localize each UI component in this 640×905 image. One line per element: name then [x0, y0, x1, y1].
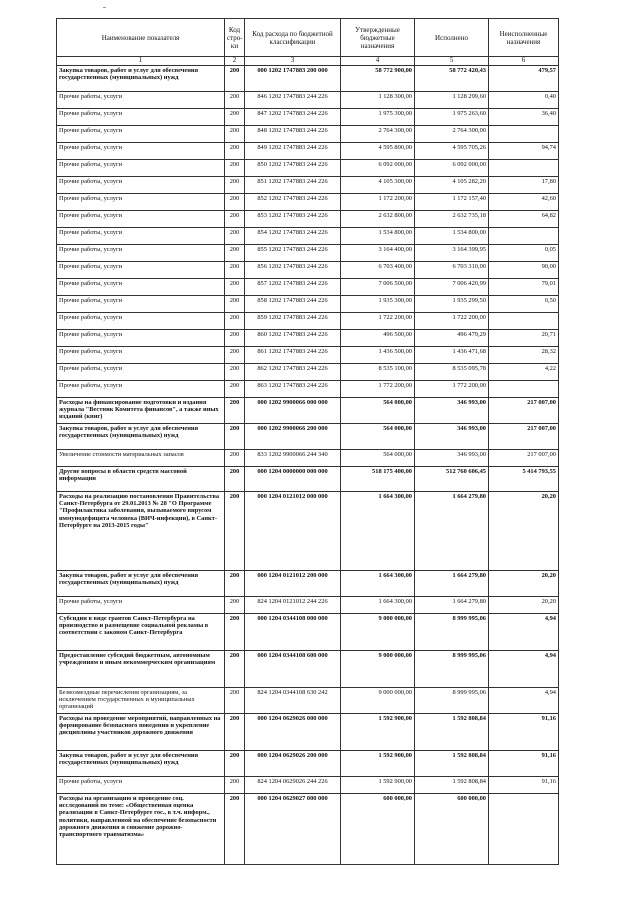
row-unexecuted-cell: 20,20 — [489, 597, 559, 614]
table-row — [57, 751, 559, 777]
row-name-cell: Расходы на проведение мероприятий, направленных на формирование безопасного поведения и укрепление дисциплины участников дорожного движения — [57, 714, 225, 751]
row-executed-cell: 1 722 200,00 — [415, 313, 489, 330]
row-name-cell: Прочие работы, услуги — [57, 296, 225, 313]
row-unexecuted-cell: 0,05 — [489, 245, 559, 262]
row-executed-cell: 1 935 299,50 — [415, 296, 489, 313]
row-approved-cell: 3 164 400,00 — [341, 245, 415, 262]
row-line-code-cell: 200 — [225, 109, 245, 126]
header-budget-code: Код расхода по бюджетной классификации — [245, 19, 341, 57]
table-row — [57, 143, 559, 160]
row-approved-cell: 518 175 400,00 — [341, 467, 415, 492]
row-executed-cell: 1 592 808,84 — [415, 714, 489, 751]
table-row — [57, 262, 559, 279]
row-budget-code-cell: 000 1202 9900066 200 000 — [245, 424, 341, 450]
row-name-cell: Прочие работы, услуги — [57, 245, 225, 262]
row-approved-cell: 1 172 200,00 — [341, 194, 415, 211]
row-line-code-cell: 200 — [225, 714, 245, 751]
row-budget-code-cell: 851 1202 1747883 244 226 — [245, 177, 341, 194]
row-line-code-cell: 200 — [225, 194, 245, 211]
row-name-cell: Прочие работы, услуги — [57, 381, 225, 398]
table-row — [57, 714, 559, 751]
row-budget-code-cell: 860 1202 1747883 244 226 — [245, 330, 341, 347]
row-name-cell: Прочие работы, услуги — [57, 347, 225, 364]
row-approved-cell: 1 664 300,00 — [341, 571, 415, 597]
table-row — [57, 66, 559, 92]
row-executed-cell: 346 993,00 — [415, 424, 489, 450]
table-row — [57, 347, 559, 364]
row-line-code-cell: 200 — [225, 651, 245, 688]
row-executed-cell: 1 772 200,00 — [415, 381, 489, 398]
row-line-code-cell: 200 — [225, 614, 245, 651]
row-unexecuted-cell — [489, 160, 559, 177]
row-line-code-cell: 200 — [225, 143, 245, 160]
row-line-code-cell: 200 — [225, 364, 245, 381]
table-row — [57, 109, 559, 126]
table-row — [57, 330, 559, 347]
budget-execution-table — [56, 18, 559, 865]
row-budget-code-cell: 849 1202 1747883 244 226 — [245, 143, 341, 160]
row-approved-cell: 4 105 300,00 — [341, 177, 415, 194]
row-line-code-cell: 200 — [225, 330, 245, 347]
row-executed-cell: 8 999 995,06 — [415, 651, 489, 688]
row-budget-code-cell: 000 1204 0121012 200 000 — [245, 571, 341, 597]
row-executed-cell: 8 535 095,78 — [415, 364, 489, 381]
row-executed-cell: 6 703 310,00 — [415, 262, 489, 279]
row-unexecuted-cell: 20,20 — [489, 571, 559, 597]
row-approved-cell: 1 772 200,00 — [341, 381, 415, 398]
row-name-cell: Увеличение стоимости материальных запасов — [57, 450, 225, 467]
row-executed-cell: 1 664 279,80 — [415, 492, 489, 571]
row-executed-cell: 1 436 471,68 — [415, 347, 489, 364]
row-unexecuted-cell: 4,94 — [489, 614, 559, 651]
row-line-code-cell: 200 — [225, 160, 245, 177]
row-budget-code-cell: 824 1204 0121012 244 226 — [245, 597, 341, 614]
row-line-code-cell: 200 — [225, 66, 245, 92]
row-line-code-cell: 200 — [225, 177, 245, 194]
budget-report-page — [56, 18, 558, 865]
row-name-cell: Прочие работы, услуги — [57, 177, 225, 194]
table-row — [57, 571, 559, 597]
row-approved-cell: 9 000 000,00 — [341, 614, 415, 651]
row-approved-cell: 1 664 300,00 — [341, 492, 415, 571]
row-approved-cell: 1 935 300,00 — [341, 296, 415, 313]
row-budget-code-cell: 863 1202 1747883 244 226 — [245, 381, 341, 398]
row-budget-code-cell: 855 1202 1747883 244 226 — [245, 245, 341, 262]
row-executed-cell: 1 534 800,00 — [415, 228, 489, 245]
row-executed-cell: 2 764 300,00 — [415, 126, 489, 143]
row-executed-cell: 346 993,00 — [415, 398, 489, 424]
row-name-cell: Прочие работы, услуги — [57, 777, 225, 794]
row-name-cell: Прочие работы, услуги — [57, 279, 225, 296]
row-unexecuted-cell: 217 007,00 — [489, 450, 559, 467]
row-approved-cell: 496 500,00 — [341, 330, 415, 347]
row-budget-code-cell: 000 1204 0344108 000 000 — [245, 614, 341, 651]
row-budget-code-cell: 858 1202 1747883 244 226 — [245, 296, 341, 313]
column-number-row — [57, 57, 559, 66]
row-line-code-cell: 200 — [225, 492, 245, 571]
row-name-cell: Расходы на организацию и проведение соц. исследований по теме: «Общественная оценка реализации в Санкт-Петербурге гос., в т.ч. информ., политики, направленной на обеспечение безопасности дорожного движения и снижение дорожно-транспортного травматизма» — [57, 794, 225, 865]
header-line-code: Код стро-ки — [225, 19, 245, 57]
row-name-cell: Прочие работы, услуги — [57, 364, 225, 381]
row-line-code-cell: 200 — [225, 450, 245, 467]
row-executed-cell: 496 479,29 — [415, 330, 489, 347]
table-row — [57, 194, 559, 211]
row-executed-cell: 3 164 399,95 — [415, 245, 489, 262]
table-row — [57, 211, 559, 228]
row-name-cell: Прочие работы, услуги — [57, 228, 225, 245]
table-row — [57, 228, 559, 245]
row-approved-cell: 7 006 500,00 — [341, 279, 415, 296]
table-row — [57, 614, 559, 651]
table-row — [57, 296, 559, 313]
table-row — [57, 597, 559, 614]
table-row — [57, 398, 559, 424]
row-approved-cell: 2 764 300,00 — [341, 126, 415, 143]
table-row — [57, 651, 559, 688]
column-number: 3 — [245, 57, 341, 66]
row-executed-cell: 346 993,00 — [415, 450, 489, 467]
row-unexecuted-cell: 91,16 — [489, 714, 559, 751]
row-unexecuted-cell: 4,22 — [489, 364, 559, 381]
header-name: Наименование показателя — [57, 19, 225, 57]
column-number: 6 — [489, 57, 559, 66]
row-name-cell: Закупка товаров, работ и услуг для обеспечения государственных (муниципальных) нужд — [57, 571, 225, 597]
table-row — [57, 313, 559, 330]
row-budget-code-cell: 824 1204 0629026 244 226 — [245, 777, 341, 794]
row-approved-cell: 6 703 400,00 — [341, 262, 415, 279]
row-name-cell: Прочие работы, услуги — [57, 313, 225, 330]
row-line-code-cell: 200 — [225, 347, 245, 364]
row-name-cell: Предоставление субсидий бюджетным, автономным учреждениям и иным некоммерческим организациям — [57, 651, 225, 688]
row-name-cell: Прочие работы, услуги — [57, 160, 225, 177]
row-approved-cell: 1 722 200,00 — [341, 313, 415, 330]
row-budget-code-cell: 000 1202 9900066 000 000 — [245, 398, 341, 424]
table-row — [57, 777, 559, 794]
row-executed-cell: 1 592 808,84 — [415, 751, 489, 777]
row-unexecuted-cell: 217 007,00 — [489, 424, 559, 450]
row-line-code-cell: 200 — [225, 424, 245, 450]
row-name-cell: Прочие работы, услуги — [57, 211, 225, 228]
row-approved-cell: 8 535 100,00 — [341, 364, 415, 381]
row-line-code-cell: 200 — [225, 262, 245, 279]
row-name-cell: Расходы на финансирование подготовки и издания журнала "Вестник Комитета финансов", а также иных изданий (книг) — [57, 398, 225, 424]
row-budget-code-cell: 854 1202 1747883 244 226 — [245, 228, 341, 245]
row-unexecuted-cell: 42,60 — [489, 194, 559, 211]
row-executed-cell: 4 105 282,20 — [415, 177, 489, 194]
row-unexecuted-cell: 0,40 — [489, 92, 559, 109]
table-row — [57, 177, 559, 194]
row-unexecuted-cell: 479,57 — [489, 66, 559, 92]
table-row — [57, 381, 559, 398]
row-name-cell: Другие вопросы в области средств массовой информации — [57, 467, 225, 492]
row-approved-cell: 564 000,00 — [341, 424, 415, 450]
row-budget-code-cell: 862 1202 1747883 244 226 — [245, 364, 341, 381]
row-line-code-cell: 200 — [225, 245, 245, 262]
row-approved-cell: 1 128 300,00 — [341, 92, 415, 109]
table-row — [57, 92, 559, 109]
row-budget-code-cell: 000 1204 0000000 000 000 — [245, 467, 341, 492]
row-name-cell: Прочие работы, услуги — [57, 262, 225, 279]
row-line-code-cell: 200 — [225, 126, 245, 143]
row-unexecuted-cell — [489, 794, 559, 865]
scan-artifact — [103, 7, 106, 8]
row-unexecuted-cell — [489, 126, 559, 143]
row-unexecuted-cell — [489, 381, 559, 398]
row-approved-cell: 4 595 800,00 — [341, 143, 415, 160]
row-name-cell: Прочие работы, услуги — [57, 109, 225, 126]
row-budget-code-cell: 852 1202 1747883 244 226 — [245, 194, 341, 211]
row-budget-code-cell: 824 1204 0344108 630 242 — [245, 688, 341, 714]
row-unexecuted-cell: 20,71 — [489, 330, 559, 347]
row-approved-cell: 58 772 900,00 — [341, 66, 415, 92]
row-line-code-cell: 200 — [225, 211, 245, 228]
row-line-code-cell: 200 — [225, 92, 245, 109]
row-unexecuted-cell: 5 414 793,55 — [489, 467, 559, 492]
row-line-code-cell: 200 — [225, 571, 245, 597]
row-name-cell: Закупка товаров, работ и услуг для обеспечения государственных (муниципальных) нужд — [57, 424, 225, 450]
row-budget-code-cell: 859 1202 1747883 244 226 — [245, 313, 341, 330]
row-unexecuted-cell: 91,16 — [489, 751, 559, 777]
row-budget-code-cell: 000 1202 1747883 200 000 — [245, 66, 341, 92]
column-number: 5 — [415, 57, 489, 66]
row-approved-cell: 2 632 800,00 — [341, 211, 415, 228]
row-executed-cell: 2 632 735,18 — [415, 211, 489, 228]
row-name-cell: Закупка товаров, работ и услуг для обеспечения государственных (муниципальных) нужд — [57, 66, 225, 92]
table-row — [57, 794, 559, 865]
row-executed-cell: 1 664 279,80 — [415, 571, 489, 597]
row-name-cell: Субсидии в виде грантов Санкт-Петербурга на производство и размещение социальной рекламы в соответствии с законом Санкт-Петербурга — [57, 614, 225, 651]
row-executed-cell: 512 760 606,45 — [415, 467, 489, 492]
row-executed-cell: 7 006 420,99 — [415, 279, 489, 296]
table-row — [57, 492, 559, 571]
header-approved: Утвержденные бюджетные назначения — [341, 19, 415, 57]
row-budget-code-cell: 000 1204 0121012 000 000 — [245, 492, 341, 571]
row-name-cell: Прочие работы, услуги — [57, 126, 225, 143]
row-approved-cell: 1 664 300,00 — [341, 597, 415, 614]
row-unexecuted-cell: 79,01 — [489, 279, 559, 296]
column-number: 2 — [225, 57, 245, 66]
row-name-cell: Прочие работы, услуги — [57, 92, 225, 109]
column-number: 1 — [57, 57, 225, 66]
row-line-code-cell: 200 — [225, 381, 245, 398]
row-executed-cell: 58 772 420,43 — [415, 66, 489, 92]
row-approved-cell: 564 000,00 — [341, 398, 415, 424]
row-budget-code-cell: 861 1202 1747883 244 226 — [245, 347, 341, 364]
row-line-code-cell: 200 — [225, 313, 245, 330]
row-approved-cell: 1 534 800,00 — [341, 228, 415, 245]
row-line-code-cell: 200 — [225, 467, 245, 492]
row-executed-cell: 8 999 995,06 — [415, 614, 489, 651]
table-row — [57, 467, 559, 492]
row-line-code-cell: 200 — [225, 751, 245, 777]
row-unexecuted-cell: 20,20 — [489, 492, 559, 571]
row-budget-code-cell: 000 1204 0629026 000 000 — [245, 714, 341, 751]
row-budget-code-cell: 000 1204 0629027 000 000 — [245, 794, 341, 865]
row-line-code-cell: 200 — [225, 398, 245, 424]
row-budget-code-cell: 848 1202 1747883 244 226 — [245, 126, 341, 143]
row-unexecuted-cell — [489, 228, 559, 245]
row-executed-cell: 600 000,00 — [415, 794, 489, 865]
row-approved-cell: 564 000,00 — [341, 450, 415, 467]
row-unexecuted-cell: 36,40 — [489, 109, 559, 126]
row-name-cell: Прочие работы, услуги — [57, 597, 225, 614]
row-budget-code-cell: 857 1202 1747883 244 226 — [245, 279, 341, 296]
table-row — [57, 126, 559, 143]
row-budget-code-cell: 847 1202 1747883 244 226 — [245, 109, 341, 126]
table-row — [57, 160, 559, 177]
row-unexecuted-cell: 217 007,00 — [489, 398, 559, 424]
header-row — [57, 19, 559, 57]
column-number: 4 — [341, 57, 415, 66]
row-budget-code-cell: 856 1202 1747883 244 226 — [245, 262, 341, 279]
row-executed-cell: 6 092 000,00 — [415, 160, 489, 177]
row-name-cell: Прочие работы, услуги — [57, 194, 225, 211]
row-executed-cell: 1 592 808,84 — [415, 777, 489, 794]
row-name-cell: Безвозмездные перечисления организациям, за исключением государственных и муниципальных организаций — [57, 688, 225, 714]
row-budget-code-cell: 000 1204 0344108 600 000 — [245, 651, 341, 688]
table-row — [57, 279, 559, 296]
row-approved-cell: 1 592 900,00 — [341, 751, 415, 777]
table-row — [57, 424, 559, 450]
row-approved-cell: 1 592 900,00 — [341, 714, 415, 751]
row-executed-cell: 1 128 299,60 — [415, 92, 489, 109]
row-approved-cell: 6 092 000,00 — [341, 160, 415, 177]
row-budget-code-cell: 000 1204 0629026 200 000 — [245, 751, 341, 777]
row-unexecuted-cell: 28,32 — [489, 347, 559, 364]
row-line-code-cell: 200 — [225, 228, 245, 245]
row-budget-code-cell: 850 1202 1747883 244 226 — [245, 160, 341, 177]
table-row — [57, 688, 559, 714]
table-body — [57, 66, 559, 865]
row-line-code-cell: 200 — [225, 296, 245, 313]
row-unexecuted-cell — [489, 313, 559, 330]
row-unexecuted-cell: 64,82 — [489, 211, 559, 228]
header-unexecuted: Неисполненные назначения — [489, 19, 559, 57]
row-approved-cell: 600 000,00 — [341, 794, 415, 865]
row-budget-code-cell: 833 1202 9900066 244 340 — [245, 450, 341, 467]
row-approved-cell: 9 000 000,00 — [341, 688, 415, 714]
row-approved-cell: 1 436 500,00 — [341, 347, 415, 364]
row-line-code-cell: 200 — [225, 279, 245, 296]
row-executed-cell: 1 975 263,60 — [415, 109, 489, 126]
row-unexecuted-cell: 94,74 — [489, 143, 559, 160]
row-executed-cell: 1 172 157,40 — [415, 194, 489, 211]
row-unexecuted-cell: 17,80 — [489, 177, 559, 194]
row-executed-cell: 8 999 995,06 — [415, 688, 489, 714]
row-line-code-cell: 200 — [225, 777, 245, 794]
row-line-code-cell: 200 — [225, 688, 245, 714]
row-name-cell: Закупка товаров, работ и услуг для обеспечения государственных (муниципальных) нужд — [57, 751, 225, 777]
row-unexecuted-cell: 90,00 — [489, 262, 559, 279]
row-approved-cell: 1 975 300,00 — [341, 109, 415, 126]
table-row — [57, 450, 559, 467]
row-approved-cell: 1 592 900,00 — [341, 777, 415, 794]
row-unexecuted-cell: 0,50 — [489, 296, 559, 313]
row-line-code-cell: 200 — [225, 597, 245, 614]
table-row — [57, 364, 559, 381]
row-executed-cell: 4 595 705,26 — [415, 143, 489, 160]
row-unexecuted-cell: 91,16 — [489, 777, 559, 794]
row-name-cell: Прочие работы, услуги — [57, 143, 225, 160]
row-unexecuted-cell: 4,94 — [489, 651, 559, 688]
row-name-cell: Расходы на реализацию постановления Правительства Санкт-Петербурга от 29.01.2013 № 28 "О Программе "Профилактика заболевания, вызываемого вирусом иммунодефицита человека (ВИЧ-инфекции), в Санкт-Петербурге на 2013-2015 годы" — [57, 492, 225, 571]
row-unexecuted-cell: 4,94 — [489, 688, 559, 714]
row-budget-code-cell: 853 1202 1747883 244 226 — [245, 211, 341, 228]
header-executed: Исполнено — [415, 19, 489, 57]
row-name-cell: Прочие работы, услуги — [57, 330, 225, 347]
row-approved-cell: 9 000 000,00 — [341, 651, 415, 688]
row-budget-code-cell: 846 1202 1747883 244 226 — [245, 92, 341, 109]
table-row — [57, 245, 559, 262]
row-executed-cell: 1 664 279,80 — [415, 597, 489, 614]
row-line-code-cell: 200 — [225, 794, 245, 865]
